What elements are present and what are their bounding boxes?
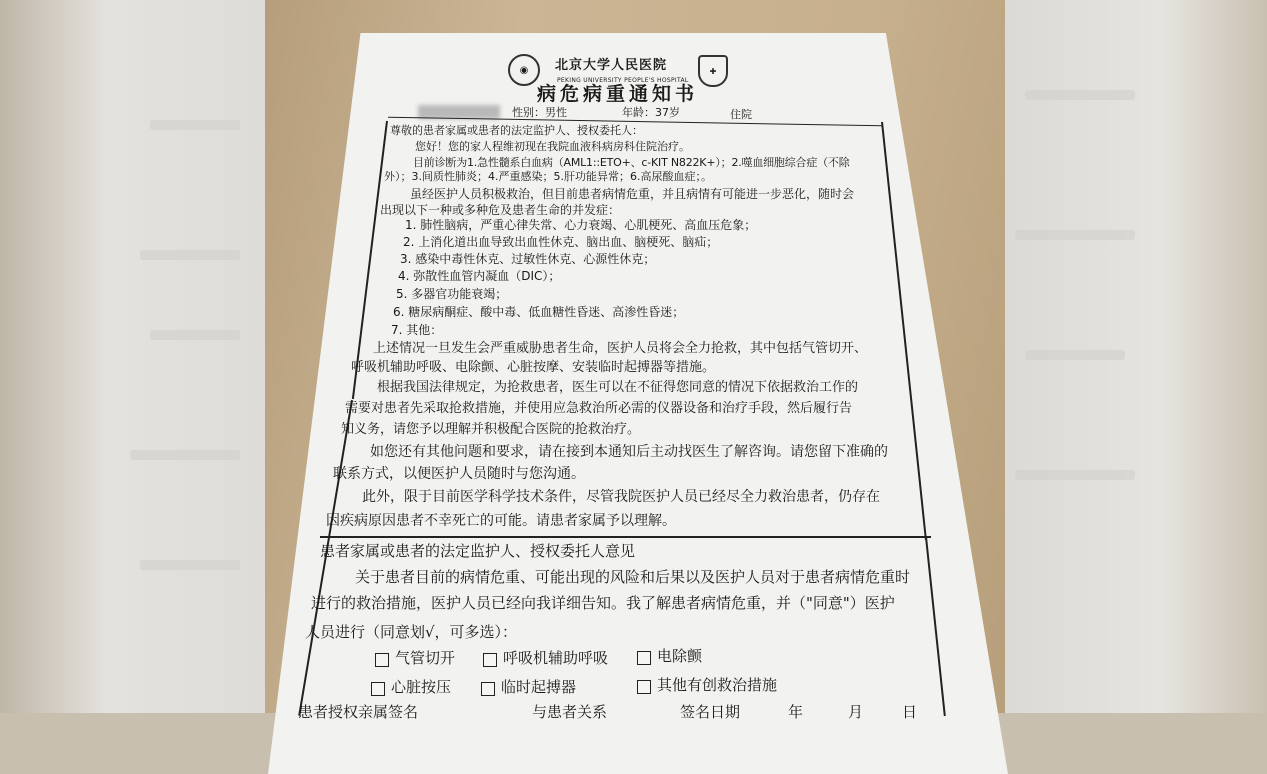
salutation: 尊敬的患者家属或患者的法定监护人、授权委托人：: [390, 124, 643, 137]
diagnosis-line-1: 目前诊断为1.急性髓系白血病（AML1::ETO+、c-KIT N822K+）；2.噬血细胞综合症（不除: [413, 156, 850, 169]
option-ventilator-label: 呼吸机辅助呼吸: [503, 649, 609, 667]
option-other-invasive-label: 其他有创救治措施: [657, 676, 778, 694]
hospital-name-en: PEKING UNIVERSITY PEOPLE'S HOSPITAL: [557, 77, 689, 84]
footer-date-label: 签名日期: [680, 703, 741, 721]
complication-1: 1. 肺性脑病，严重心律失常、心力衰竭、心肌梗死、高血压危象；: [405, 218, 757, 232]
para2-line-2: 需要对患者先采取抢救措施，并使用应急救治所必需的仪器设备和治疗手段，然后履行告: [345, 401, 853, 416]
checkbox-defibrillation[interactable]: [637, 651, 651, 665]
notice-box-left: [352, 121, 388, 399]
checkbox-pacemaker[interactable]: [481, 682, 495, 696]
complication-2: 2. 上消化道出血导致出血性休克、脑出血、脑梗死、脑疝；: [403, 235, 719, 249]
complication-6: 6. 糖尿病酮症、酸中毒、低血糖性昏迷、高渗性昏迷；: [393, 305, 685, 319]
option-cardiac-compression-label: 心脏按压: [391, 678, 452, 696]
footer-signature-label: 患者授权亲属签名: [298, 703, 419, 721]
greeting: 您好！您的家人程维初现在我院血液科病房科住院治疗。: [415, 140, 690, 153]
option-pacemaker-label: 临时起搏器: [501, 678, 577, 696]
footer-day-label: 日: [902, 703, 918, 721]
para4-line-1: 此外，限于目前医学科学技术条件，尽管我院医护人员已经尽全力救治患者，仍存在: [362, 489, 880, 505]
notice-box-right: [881, 122, 926, 540]
checkbox-tracheotomy[interactable]: [375, 653, 389, 667]
para4-line-2: 因疾病原因患者不幸死亡的可能。请患者家属予以理解。: [326, 513, 676, 529]
form-title: 病危病重通知书: [537, 83, 699, 105]
para3-line-1: 如您还有其他问题和要求，请在接到本通知后主动找医生了解咨询。请您留下准确的: [370, 444, 888, 460]
complication-3: 3. 感染中毒性休克、过敏性休克、心源性休克；: [400, 252, 656, 266]
footer-year-label: 年: [788, 703, 804, 721]
pku-logo-icon: ◉: [508, 54, 540, 86]
option-tracheotomy-label: 气管切开: [395, 649, 456, 667]
diagnosis-line-2: 外）；3.间质性肺炎；4.严重感染；5.肝功能异常；6.高尿酸血症；。: [384, 170, 712, 183]
notice-box-divider: [320, 536, 931, 538]
footer-relation-label: 与患者关系: [532, 703, 608, 721]
intro-line-2: 出现以下一种或多种危及患者生命的并发症：: [380, 203, 621, 217]
complication-7: 7. 其他：: [391, 323, 443, 337]
checkbox-cardiac-compression[interactable]: [371, 682, 385, 696]
patient-ward: 住院: [730, 108, 752, 121]
para1-line-1: 上述情况一旦发生会严重威胁患者生命，医护人员将会全力抢救，其中包括气管切开、: [373, 341, 868, 356]
checkbox-other-invasive[interactable]: [637, 680, 651, 694]
patient-gender: 性别：男性: [512, 106, 567, 119]
opinion-line-2: 进行的救治措施，医护人员已经向我详细告知。我了解患者病情危重，并（"同意"）医护: [311, 594, 895, 612]
footer-month-label: 月: [848, 703, 864, 721]
option-defibrillation-label: 电除颤: [657, 647, 703, 665]
complication-5: 5. 多器官功能衰竭；: [396, 287, 508, 301]
para2-line-3: 知义务，请您予以理解并积极配合医院的抢救治疗。: [341, 422, 641, 437]
opinion-line-3: 人员进行（同意划√，可多选）：: [305, 623, 518, 641]
hospital-name: 北京大学人民医院: [555, 58, 668, 73]
complication-4: 4. 弥散性血管内凝血（DIC）；: [398, 269, 561, 283]
hospital-shield-icon: ✚: [698, 55, 728, 87]
para2-line-1: 根据我国法律规定，为抢救患者，医生可以在不征得您同意的情况下依据救治工作的: [377, 380, 859, 395]
para1-line-2: 呼吸机辅助呼吸、电除颤、心脏按摩、安装临时起搏器等措施。: [351, 360, 716, 375]
opinion-heading: 患者家属或患者的法定监护人、授权委托人意见: [320, 542, 636, 560]
patient-age: 年龄：37岁: [622, 106, 680, 119]
checkbox-ventilator[interactable]: [483, 653, 497, 667]
opinion-line-1: 关于患者目前的病情危重、可能出现的风险和后果以及医护人员对于患者病情危重时: [355, 568, 911, 586]
intro-line-1: 虽经医护人员积极救治，但目前患者病情危重，并且病情有可能进一步恶化，随时会: [410, 187, 855, 201]
para3-line-2: 联系方式，以便医护人员随时与您沟通。: [333, 466, 585, 482]
opinion-box-right: [925, 537, 945, 716]
